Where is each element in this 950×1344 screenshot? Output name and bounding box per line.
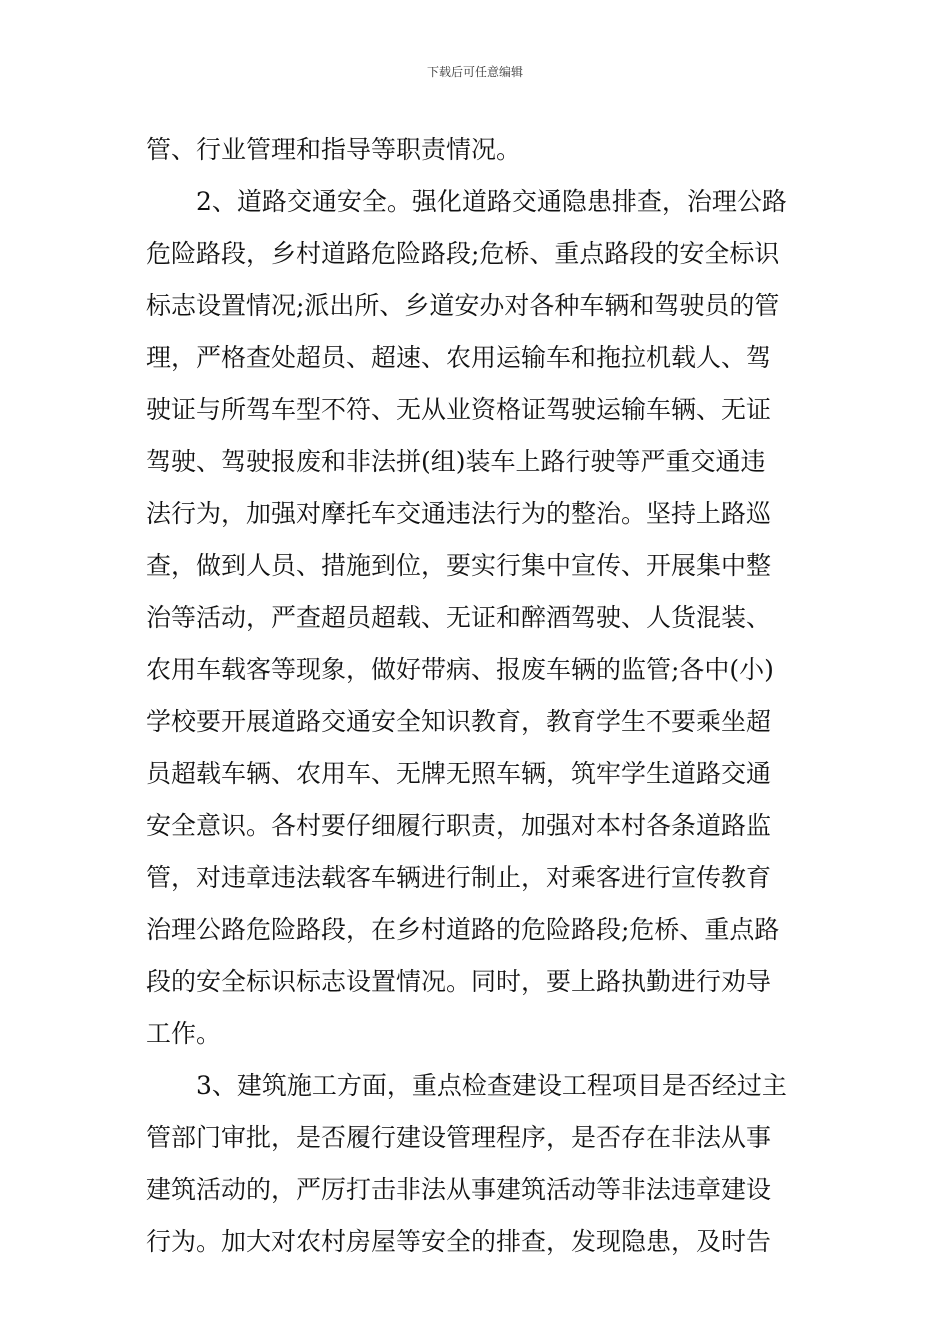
text-line: 农用车载客等现象，做好带病、报废车辆的监管;各中(小) <box>146 655 774 684</box>
text-line: 安全意识。各村要仔细履行职责，加强对本村各条道路监 <box>146 811 772 840</box>
text-line: 危险路段，乡村道路危险路段;危桥、重点路段的安全标识 <box>146 239 780 268</box>
text-line: 驶证与所驾车型不符、无从业资格证驾驶运输车辆、无证 <box>146 395 772 424</box>
text-line: 法行为，加强对摩托车交通违法行为的整治。坚持上路巡 <box>146 499 772 528</box>
document-body <box>146 124 814 1268</box>
text-line: 管部门审批，是否履行建设管理程序，是否存在非法从事 <box>146 1123 772 1152</box>
text-line: 行为。加大对农村房屋等安全的排查，发现隐患，及时告 <box>146 1227 772 1256</box>
text-line: 管、行业管理和指导等职责情况。 <box>146 135 522 164</box>
text-line: 3、建筑施工方面，重点检查建设工程项目是否经过主 <box>196 1071 787 1100</box>
text-line: 治等活动，严查超员超载、无证和醉酒驾驶、人货混装、 <box>146 603 772 632</box>
text-line: 驾驶、驾驶报废和非法拼(组)装车上路行驶等严重交通违 <box>146 447 766 476</box>
text-line: 治理公路危险路段，在乡村道路的危险路段;危桥、重点路 <box>146 915 780 944</box>
text-line: 查，做到人员、措施到位，要实行集中宣传、开展集中整 <box>146 551 772 580</box>
text-line: 理，严格查处超员、超速、农用运输车和拖拉机载人、驾 <box>146 343 772 372</box>
text-line: 2、道路交通安全。强化道路交通隐患排查，治理公路 <box>196 187 787 216</box>
text-line: 工作。 <box>146 1019 222 1048</box>
text-line: 员超载车辆、农用车、无牌无照车辆，筑牢学生道路交通 <box>146 759 772 788</box>
text-line: 建筑活动的，严厉打击非法从事建筑活动等非法违章建设 <box>146 1175 772 1204</box>
text-line: 管，对违章违法载客车辆进行制止，对乘客进行宣传教育 <box>146 863 772 892</box>
text-line: 段的安全标识标志设置情况。同时，要上路执勤进行劝导 <box>146 967 772 996</box>
text-line: 学校要开展道路交通安全知识教育，教育学生不要乘坐超 <box>146 707 772 736</box>
page-header: 下载后可任意编辑 <box>426 65 523 79</box>
text-line: 标志设置情况;派出所、乡道安办对各种车辆和驾驶员的管 <box>146 291 780 320</box>
